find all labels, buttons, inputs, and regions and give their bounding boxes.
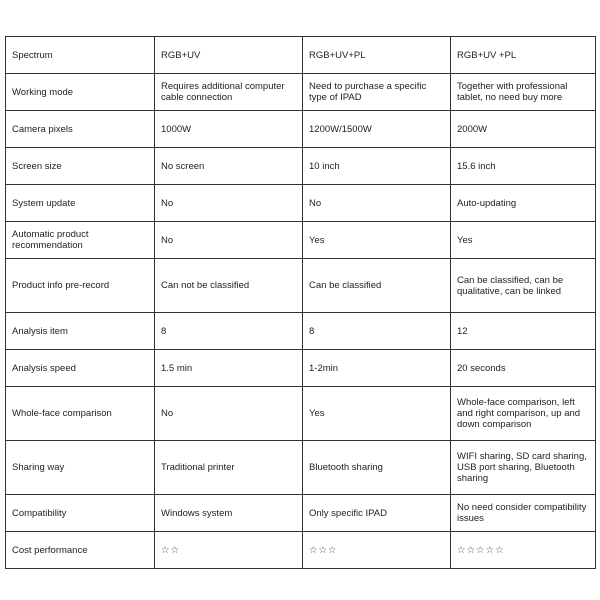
table-row xyxy=(6,495,596,532)
cell-option-2: 8 xyxy=(303,313,451,350)
star-rating-option-1: ☆☆ xyxy=(155,532,303,569)
cell-option-1: 1000W xyxy=(155,111,303,148)
cell-option-2: Can be classified xyxy=(303,259,451,313)
row-label: Whole-face comparison xyxy=(6,387,155,441)
cell-option-3: Together with professional tablet, no need buy more xyxy=(451,74,596,111)
cell-option-3: Can be classified, can be qualitative, can be linked xyxy=(451,259,596,313)
cell-option-3: 2000W xyxy=(451,111,596,148)
row-label: Working mode xyxy=(6,74,155,111)
cell-option-1: 8 xyxy=(155,313,303,350)
cell-option-2: Bluetooth sharing xyxy=(303,441,451,495)
cell-option-3: 20 seconds xyxy=(451,350,596,387)
cell-option-1: No xyxy=(155,185,303,222)
cell-option-2: RGB+UV+PL xyxy=(303,37,451,74)
table-row-cost-performance xyxy=(6,532,596,569)
cell-option-2: 1-2min xyxy=(303,350,451,387)
cell-option-3: 12 xyxy=(451,313,596,350)
cell-option-2: Yes xyxy=(303,387,451,441)
cell-option-1: No screen xyxy=(155,148,303,185)
table-row xyxy=(6,441,596,495)
cell-option-2: 10 inch xyxy=(303,148,451,185)
table-row xyxy=(6,259,596,313)
table-row xyxy=(6,350,596,387)
table-row xyxy=(6,148,596,185)
cell-option-1: Windows system xyxy=(155,495,303,532)
comparison-table xyxy=(5,36,596,569)
row-label: Spectrum xyxy=(6,37,155,74)
cell-option-3: Auto-updating xyxy=(451,185,596,222)
row-label: Camera pixels xyxy=(6,111,155,148)
row-label: Screen size xyxy=(6,148,155,185)
table-row xyxy=(6,222,596,259)
cell-option-1: No xyxy=(155,222,303,259)
comparison-table-container xyxy=(5,36,595,569)
cell-option-1: Can not be classified xyxy=(155,259,303,313)
cell-option-2: 1200W/1500W xyxy=(303,111,451,148)
row-label: Automatic product recommendation xyxy=(6,222,155,259)
row-label: Analysis speed xyxy=(6,350,155,387)
table-row xyxy=(6,74,596,111)
table-row xyxy=(6,185,596,222)
star-rating-option-3: ☆☆☆☆☆ xyxy=(451,532,596,569)
table-row xyxy=(6,313,596,350)
row-label: Product info pre-record xyxy=(6,259,155,313)
cell-option-3: WIFI sharing, SD card sharing, USB port sharing, Bluetooth sharing xyxy=(451,441,596,495)
table-row xyxy=(6,111,596,148)
cell-option-3: Yes xyxy=(451,222,596,259)
cell-option-2: Need to purchase a specific type of IPAD xyxy=(303,74,451,111)
row-label: Sharing way xyxy=(6,441,155,495)
cell-option-2: Yes xyxy=(303,222,451,259)
table-row xyxy=(6,37,596,74)
cell-option-1: 1.5 min xyxy=(155,350,303,387)
cell-option-2: No xyxy=(303,185,451,222)
row-label: Cost performance xyxy=(6,532,155,569)
cell-option-1: Requires additional computer cable connection xyxy=(155,74,303,111)
row-label: System update xyxy=(6,185,155,222)
row-label: Analysis item xyxy=(6,313,155,350)
cell-option-1: No xyxy=(155,387,303,441)
table-row xyxy=(6,387,596,441)
star-rating-option-2: ☆☆☆ xyxy=(303,532,451,569)
cell-option-1: Traditional printer xyxy=(155,441,303,495)
cell-option-3: RGB+UV +PL xyxy=(451,37,596,74)
cell-option-3: Whole-face comparison, left and right comparison, up and down comparison xyxy=(451,387,596,441)
cell-option-2: Only specific IPAD xyxy=(303,495,451,532)
cell-option-1: RGB+UV xyxy=(155,37,303,74)
row-label: Compatibility xyxy=(6,495,155,532)
cell-option-3: 15.6 inch xyxy=(451,148,596,185)
cell-option-3: No need consider compatibility issues xyxy=(451,495,596,532)
